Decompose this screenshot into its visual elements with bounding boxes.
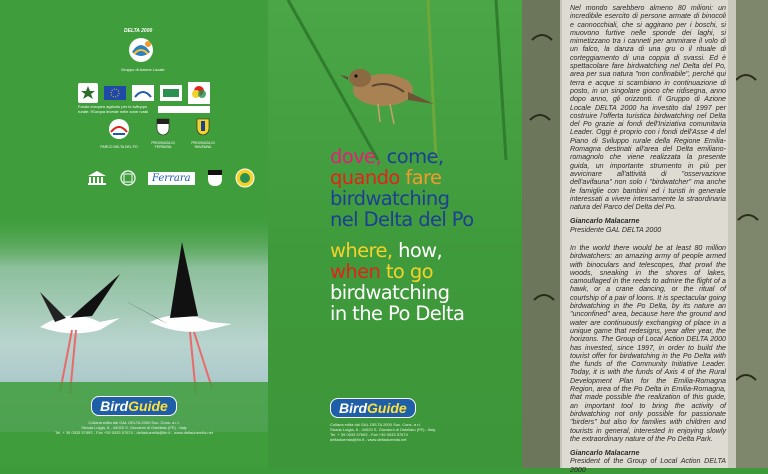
title-line bbox=[330, 209, 520, 230]
funding-logos-row bbox=[78, 82, 210, 104]
birdguide-brand-a: Bird bbox=[100, 398, 129, 414]
birdguide-logo bbox=[330, 398, 416, 418]
provincia-ferrara-label: PROVINCIA DI FERRARA bbox=[151, 141, 175, 149]
ravenna-crest-icon bbox=[196, 118, 210, 136]
ferrara-crest-icon bbox=[156, 118, 170, 136]
birdguide-logo bbox=[91, 396, 177, 416]
publisher-info bbox=[0, 420, 268, 435]
parco-delta-label: PARCO DELTA DEL PO bbox=[100, 145, 138, 149]
publisher-line: Collana edita dal GAL DELTA 2000 Soc. Cons. a r.l. bbox=[330, 422, 422, 427]
funding-text-line: rurale: l'Europa investe nelle zone rurali bbox=[78, 109, 149, 114]
english-title bbox=[330, 240, 520, 324]
funding-text bbox=[78, 104, 148, 114]
front-cover-panel bbox=[268, 0, 522, 468]
title-word: in the Po Delta bbox=[330, 302, 465, 325]
delta-emblem-icon bbox=[235, 168, 255, 188]
publisher-info bbox=[330, 422, 435, 442]
provincia-ferrara-logo bbox=[148, 118, 178, 149]
parco-delta-icon bbox=[107, 118, 131, 140]
birdguide-brand-a: Bird bbox=[339, 400, 367, 416]
birdguide-brand-b: Guide bbox=[367, 400, 407, 416]
italian-title bbox=[330, 146, 520, 230]
title-line bbox=[330, 261, 520, 282]
italian-intro-text bbox=[570, 4, 726, 234]
title-line bbox=[330, 188, 520, 209]
birdguide-brand-b: Guide bbox=[128, 398, 168, 414]
back-cover-footer bbox=[0, 396, 268, 435]
parco-delta-logo bbox=[100, 118, 138, 149]
region-banner bbox=[158, 106, 210, 113]
title-word: birdwatching bbox=[330, 187, 450, 210]
reed-bird-photo bbox=[268, 0, 522, 160]
emilia-romagna-logo-icon bbox=[188, 82, 210, 104]
funding-text-line: Fondo europeo agricolo per lo sviluppo bbox=[78, 104, 148, 109]
english-signature-role: President of the Group of Local Action DELTA 2000 bbox=[570, 457, 726, 474]
title-word: come, bbox=[386, 145, 444, 168]
title-word: birdwatching bbox=[330, 281, 450, 304]
delta-2000-logo bbox=[118, 30, 164, 70]
partner-logos-row bbox=[100, 118, 218, 149]
unesco-icon bbox=[86, 170, 108, 186]
ferrara-crest-small-icon bbox=[207, 169, 223, 187]
italian-republic-emblem-icon bbox=[78, 83, 98, 103]
english-signature-name: Giancarlo Malacarne bbox=[570, 449, 640, 458]
leader-logo-icon bbox=[160, 85, 182, 101]
title-word: how, bbox=[398, 239, 443, 262]
provincia-ravenna-logo bbox=[188, 118, 218, 149]
back-cover-panel bbox=[0, 0, 268, 468]
provincia-ravenna-label: PROVINCIA DI RAVENNA bbox=[191, 141, 215, 149]
italian-paragraph: Nel mondo sarebbero almeno 80 milioni: un incredibile esercito di persone armate di binocoli e cannocchiali, che si aggirano per i boschi, si muovono furtive nelle sponde dei laghi, si mimetizzano tra i canneti per ammirare il volo di un falco, la danza di una gru o il rituale di corteggiamento di una coppia di svassi. Ed è spettacolare fare birdwatching nel Delta del Po, area per sua natura "non confinabile", perché qui terra e acque si scambiano in continuazione di posto, in un singolare gioco che ridisegna, anno dopo anno, gli orizzonti. Il Gruppo di Azione Locale DELTA 2000 ha investito dal 1997 per costruire l'offerta turistica birdwatching nel Delta del Po grazie ai fondi dell'Iniziativa comunitaria Leader. Oggi è proprio con i fondi dell'Asse 4 del Piano di Sviluppo rurale della Regione Emilia-Romagna destinati all'area del Delta emiliano-romagnolo che viene realizzata la presente guida, un importante strumento in più per avvicinare all'attività di "osservazione dell'avifauna" non solo i "birdwatcher" ma anche le famiglie con bambini ed i turisti in generale interessati a vivere intensamente la straordinaria natura del Parco del Delta del Po. bbox=[570, 4, 726, 212]
title-line bbox=[330, 240, 520, 261]
region-logo-icon bbox=[132, 85, 154, 101]
title-word: quando bbox=[330, 166, 406, 189]
italian-signature-role: Presidente GAL DELTA 2000 bbox=[570, 225, 662, 234]
publisher-line: Collana edita dal GAL DELTA 2000 Soc. Cons. a r.l. bbox=[88, 420, 180, 425]
italian-signature-name: Giancarlo Malacarne bbox=[570, 217, 640, 226]
title-word: when bbox=[330, 260, 386, 283]
title-word: nel Delta del Po bbox=[330, 208, 474, 231]
english-paragraph: In the world there would be at least 80 million birdwatchers: an amazing army of people armed with binoculars and telescopes, that prowl the woods, sneaking in the shores of lakes, camouflaged in the reeds to admire the flight of a hawk, or a crane dancing, or the ritual of courtship of a pair of loons. It is spectacular going birdwatching in the Po Delta, by its nature an "unconfined" area, because here the ground and water are continuously exchanging of place in a unique game that redesigns, year after year, the horizons. The Group of Local Action DELTA 2000 has invested, since 1997, in order to build the tourist offer for birdwatching in the Po Delta with the funds of the Community Initiative Leader. Today, it is with the funds of Axis 4 of the Rural Development Plan for the Emilia-Romagna Region, area of the Po Delta in Emilia-Romagna, that made possible the realization of this guide, an important tool to bring the activity of birdwatching not only possible for passionate "birders" but also for families with children and tourists in general, interested in enjoying slowly the extraordinary nature of the Po Delta Park. bbox=[570, 244, 726, 443]
title-word: fare bbox=[405, 166, 442, 189]
publisher-line: Tel. + 39 0533 57693 - Fax +39 0533 57674 bbox=[330, 432, 408, 437]
world-heritage-icon bbox=[120, 170, 136, 186]
publisher-line: Strada Luigia, 8 - 44020 S. Giovanni di Ostellato (FE) - Italy bbox=[330, 427, 436, 432]
title-line bbox=[330, 282, 520, 303]
title-line bbox=[330, 146, 520, 167]
title-line bbox=[330, 303, 520, 324]
title-word: where, bbox=[330, 239, 399, 262]
eu-flag-icon bbox=[104, 86, 126, 100]
title-line bbox=[330, 167, 520, 188]
publisher-line: Strada Luigia, 8 - 44020 S. Giovanni di Ostellato (FE) - Italy bbox=[81, 425, 187, 430]
unesco-logos-row bbox=[86, 168, 255, 188]
publisher-line: deltaduemila@tin.it - www.deltaduemila.net bbox=[330, 437, 407, 442]
title-word: dove, bbox=[330, 145, 387, 168]
delta-logo-title: DELTA 2000 bbox=[124, 28, 153, 34]
publisher-line: Tel. + 39 0533 57693 - Fax +39 0533 57674 - deltaduemila@tin.it - www.deltaduemila.net bbox=[55, 430, 213, 435]
delta-logo-subtitle: Gruppo di Azione Locale bbox=[121, 67, 165, 72]
title-word: to go bbox=[385, 260, 433, 283]
ferrara-logo: Ferrara bbox=[148, 172, 195, 185]
front-cover-footer bbox=[330, 398, 435, 442]
english-intro-text bbox=[570, 244, 726, 474]
